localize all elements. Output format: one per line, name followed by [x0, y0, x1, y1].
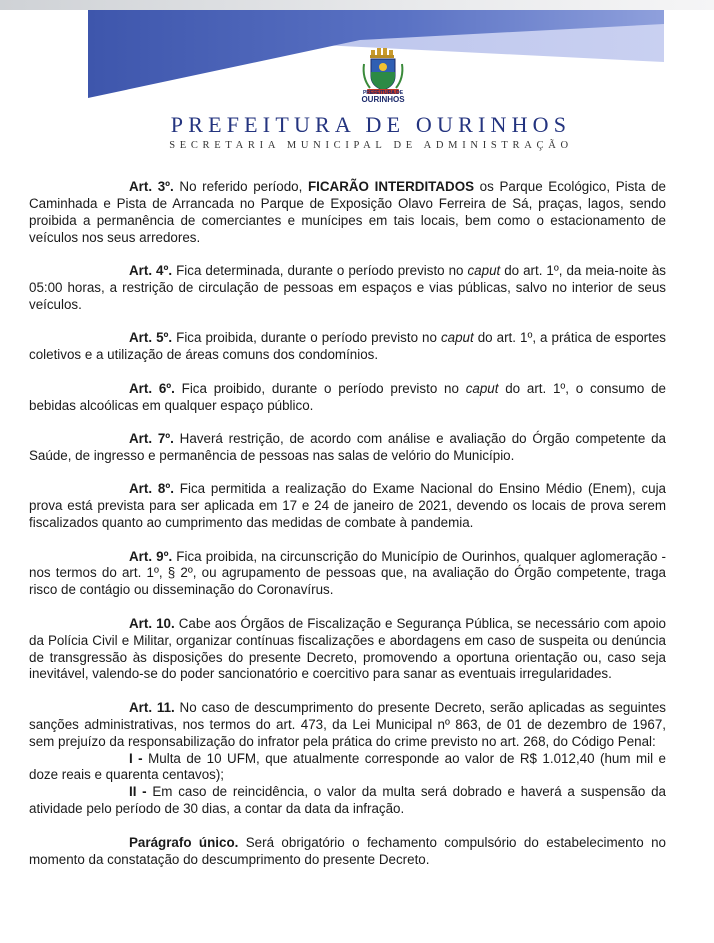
logo-caption-main: OURINHOS: [361, 95, 405, 104]
article-6: [29, 381, 666, 415]
article-text: os Parque Ecológico, Pista de Caminhada e Pista de Arrancada no Parque de Exposição Olavo Ferreira de Sá, praças, lagos, sendo proibida a permanência de comerciantes e munícipes em tais locais, bem como o estacionamento de veículos nos seus arredores.: [29, 179, 666, 245]
article-5: [29, 330, 666, 364]
header-banner: [0, 0, 714, 100]
item-label: II -: [129, 784, 147, 800]
article-text: Cabe aos Órgãos de Fiscalização e Segurança Pública, se necessário com apoio da Polícia Civil e Militar, organizar contínuas fiscalizações e abordagens em caso de suspeita ou denúncia de transgressão às disposições do presente Decreto, promovendo a oportuna orientação ou, caso seja inevitável, valendo-se do poder sancionatório e coercitivo para sanar as eventuais irregularidades.: [29, 615, 666, 682]
article-label: Art. 10.: [129, 615, 175, 631]
logo-caption-top: PREFEITURA DE: [362, 90, 404, 96]
article-label: Art. 4º.: [129, 263, 173, 279]
article-label: Art. 6º.: [129, 380, 175, 396]
article-11: [29, 700, 666, 751]
article-10: [29, 616, 666, 684]
article-italic: caput: [465, 380, 499, 396]
article-text: No caso de descumprimento do presente Decreto, serão aplicadas as seguintes sanções administrativas, nos termos do art. 473, da Lei Municipal nº 863, de 01 de dezembro de 1967, sem prejuízo da responsabilização do infrator pela prática do crime previsto no art. 268, do Código Penal:: [29, 699, 666, 749]
article-text: Fica proibido, durante o período previsto no: [174, 380, 466, 396]
article-11-item-2: [29, 784, 666, 818]
logo-caption: [352, 90, 414, 104]
article-italic: caput: [440, 330, 474, 346]
article-7: [29, 431, 666, 465]
page-subtitle: SECRETARIA MUNICIPAL DE ADMINISTRAÇÃO: [169, 140, 573, 151]
article-text: Fica proibida, durante o período previsto no: [172, 330, 441, 346]
article-3: [29, 179, 666, 247]
article-label: Art. 8º.: [129, 481, 174, 497]
article-text: Fica determinada, durante o período previsto no: [172, 263, 468, 279]
item-text: Multa de 10 UFM, que atualmente corresponde ao valor de R$ 1.012,40 (hum mil e doze reais e quarenta centavos);: [29, 750, 667, 783]
article-text: Haverá restrição, de acordo com análise e avaliação do Órgão competente da Saúde, de ingresso e permanência de pessoas nas salas de velório do Município.: [29, 430, 667, 463]
article-8: [29, 481, 666, 532]
article-label: Art. 3º.: [129, 179, 174, 194]
article-label: Parágrafo único.: [129, 834, 239, 850]
article-4: [29, 263, 666, 314]
article-label: Art. 5º.: [129, 330, 173, 346]
item-text: Em caso de reincidência, o valor da multa será dobrado e haverá a suspensão da atividade pelo período de 30 dias, a contar da data da infração.: [29, 784, 666, 817]
article-9: [29, 549, 666, 600]
article-italic: caput: [467, 263, 501, 279]
article-label: Art. 7º.: [129, 430, 174, 446]
article-text: Será obrigatório o fechamento compulsório do estabelecimento no momento da constatação do descumprimento do presente Decreto.: [29, 834, 666, 867]
sole-paragraph: [29, 835, 666, 869]
document-body: [29, 179, 666, 885]
article-11-item-1: [29, 751, 666, 785]
article-label: Art. 11.: [129, 699, 175, 715]
article-text: No referido período,: [173, 179, 308, 194]
page-title: PREFEITURA DE OURINHOS: [170, 112, 572, 137]
article-text: do art. 1º, o consumo de bebidas alcoólicas em qualquer espaço público.: [29, 380, 666, 413]
article-emphasis: FICARÃO INTERDITADOS: [307, 179, 475, 194]
article-text: do art. 1º, a prática de esportes coletivos e a utilização de áreas comuns dos condomínios.: [29, 330, 666, 363]
article-label: Art. 9º.: [129, 548, 173, 564]
article-text: do art. 1º, da meia-noite às 05:00 horas, a restrição de circulação de pessoas em espaços e vias públicas, salvo no interior de seus veículos.: [29, 263, 666, 312]
article-text: Fica permitida a realização do Exame Nacional do Ensino Médio (Enem), cuja prova está prevista para ser aplicada em 17 e 24 de janeiro de 2021, devendo os locais de prova serem fiscalizados quanto ao cumprimento das medidas de combate à pandemia.: [29, 481, 667, 531]
article-text: Fica proibida, na circunscrição do Município de Ourinhos, qualquer aglomeração - nos termos do art. 1º, § 2º, ou agrupamento de pessoas que, na avaliação do Órgão competente, traga risco de contágio ou disseminação do Coronavírus.: [29, 548, 667, 598]
item-label: I -: [129, 750, 143, 766]
